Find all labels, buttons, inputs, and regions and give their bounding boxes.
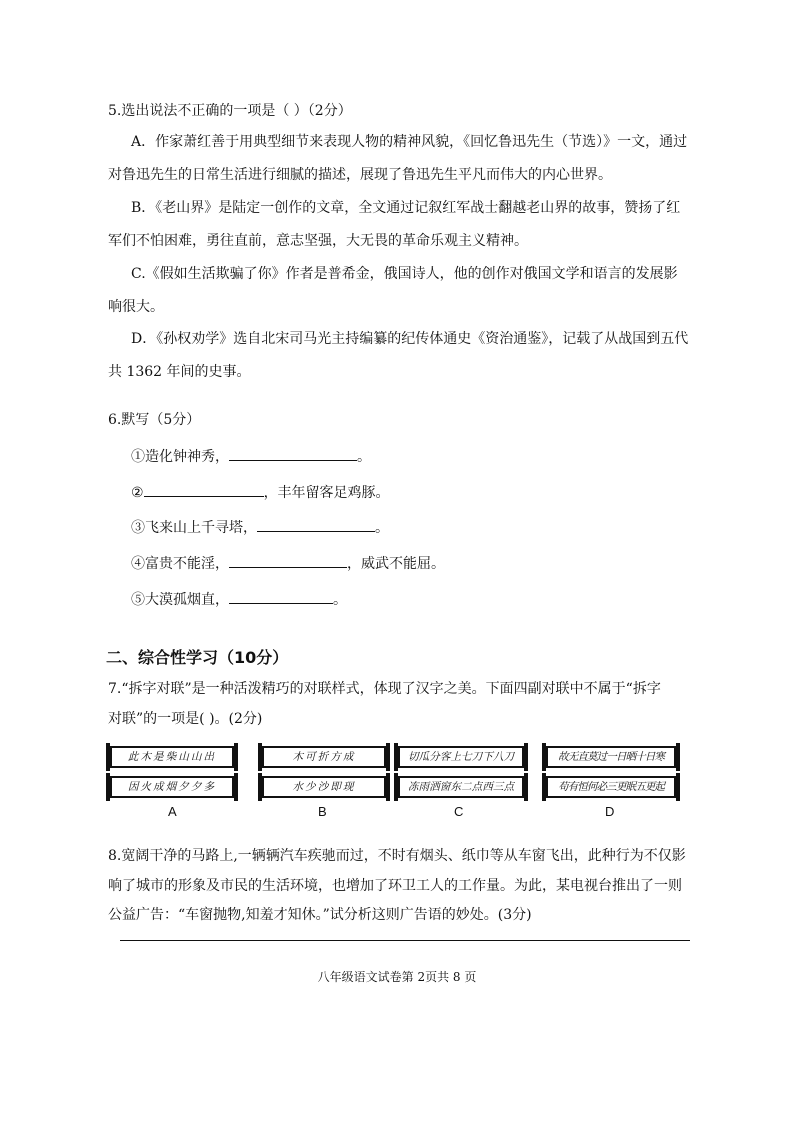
couplet-a-lower-scroll	[110, 776, 234, 798]
page-footer: 八年级语文试卷第 2页共 8 页	[317, 970, 477, 984]
q6-blank-5[interactable]	[229, 589, 333, 604]
couplet-a-lower-text: 因火成烟夕夕多	[127, 780, 217, 793]
q6-line3-prefix: ③飞来山上千寻塔，	[131, 520, 257, 536]
couplet-c-lower-scroll	[398, 776, 524, 798]
couplet-b-lower-text: 水少沙即现	[292, 780, 356, 793]
couplet-a-label: A	[168, 804, 177, 819]
q8-line2: 响了城市的形象及市民的生活环境，也增加了环卫工人的工作量。为此，某电视台推出了一则	[108, 878, 682, 894]
couplet-c-label: C	[454, 804, 464, 819]
couplet-b-upper-scroll	[262, 746, 386, 768]
q6-line3	[131, 517, 389, 537]
q6-line5	[131, 589, 347, 609]
q5-option-a-line2: 对鲁迅先生的日常生活进行细腻的描述，展现了鲁迅先生平凡而伟大的内心世界。	[108, 167, 612, 183]
couplet-b-label: B	[318, 804, 327, 819]
couplet-a-upper-scroll	[110, 746, 234, 768]
q6-line2	[131, 482, 390, 502]
q7-line1: 7.“拆字对联”是一种活泼精巧的对联样式，体现了汉字之美。下面四副对联中不属于“拆字	[108, 681, 661, 697]
footer-divider	[120, 940, 690, 941]
q5-option-d-line2: 共 1362 年间的史事。	[108, 364, 251, 380]
q6-blank-1[interactable]	[229, 446, 357, 461]
couplet-d-upper-text: 故无直莫过一日晒十日寒	[557, 750, 665, 763]
q6-line3-suffix: 。	[375, 520, 389, 536]
couplet-c-lower-text: 冻雨洒窗东二点西三点	[407, 780, 515, 793]
q6-line2-suffix: ，丰年留客足鸡豚。	[263, 485, 390, 501]
q5-option-b-line2: 军们不怕困难，勇往直前，意志坚强，大无畏的革命乐观主义精神。	[108, 233, 528, 249]
couplet-a-upper-text: 此木是柴山山出	[127, 750, 217, 763]
q7-line2: 对联”的一项是( )。(2分)	[108, 711, 263, 727]
q6-line1	[131, 446, 371, 466]
q5-option-c-line1: C.《假如生活欺骗了你》作者是普希金，俄国诗人，他的创作对俄国文学和语言的发展影	[131, 266, 678, 282]
couplet-d-lower-scroll	[546, 776, 676, 798]
couplet-c-upper-text: 切瓜分客上七刀下八刀	[407, 750, 515, 763]
couplet-d-lower-text: 苟有恒何必三更眠五更起	[557, 780, 665, 793]
q6-blank-4[interactable]	[229, 553, 347, 568]
couplet-d-label: D	[605, 804, 615, 819]
q5-option-c-line2: 响很大。	[108, 299, 164, 315]
section-2-title: 二、综合性学习（10分）	[106, 648, 289, 667]
q6-line4-suffix: ，威武不能屈。	[347, 556, 445, 572]
q6-line4	[131, 553, 445, 573]
couplet-b-lower-scroll	[262, 776, 386, 798]
q8-line3: 公益广告：“车窗抛物,知羞才知休。”试分析这则广告语的妙处。(3分)	[108, 907, 532, 923]
q5-option-d-line1: D．《孙权劝学》选自北宋司马光主持编纂的纪传体通史《资治通鉴》，记载了从战国到五代	[131, 331, 689, 347]
q6-title: 6.默写（5分）	[108, 412, 201, 428]
q6-line5-prefix: ⑤大漠孤烟直，	[131, 592, 229, 608]
couplet-b-upper-text: 木可折方成	[292, 750, 356, 763]
q5-option-a-line1: A．作家萧红善于用典型细节来表现人物的精神风貌，《回忆鲁迅先生（节选）》一文，通过	[131, 134, 688, 150]
couplet-c-upper-scroll	[398, 746, 524, 768]
q6-line5-suffix: 。	[333, 592, 347, 608]
q6-line1-prefix: ①造化钟神秀，	[131, 449, 229, 465]
q5-option-b-line1: B．《老山界》是陆定一创作的文章，全文通过记叙红军战士翻越老山界的故事，赞扬了红	[131, 200, 681, 216]
q6-line4-prefix: ④富贵不能淫，	[131, 556, 229, 572]
q6-blank-3[interactable]	[257, 517, 375, 532]
q8-line1: 8.宽阔干净的马路上,一辆辆汽车疾驰而过，不时有烟头、纸巾等从车窗飞出，此种行为不仅影	[108, 848, 686, 864]
q6-line1-suffix: 。	[357, 449, 371, 465]
q5-title: 5.选出说法不正确的一项是（ ）（2分）	[108, 103, 352, 119]
q6-line2-prefix: ②	[131, 485, 144, 501]
q6-blank-2[interactable]	[144, 482, 264, 497]
couplet-d-upper-scroll	[546, 746, 676, 768]
